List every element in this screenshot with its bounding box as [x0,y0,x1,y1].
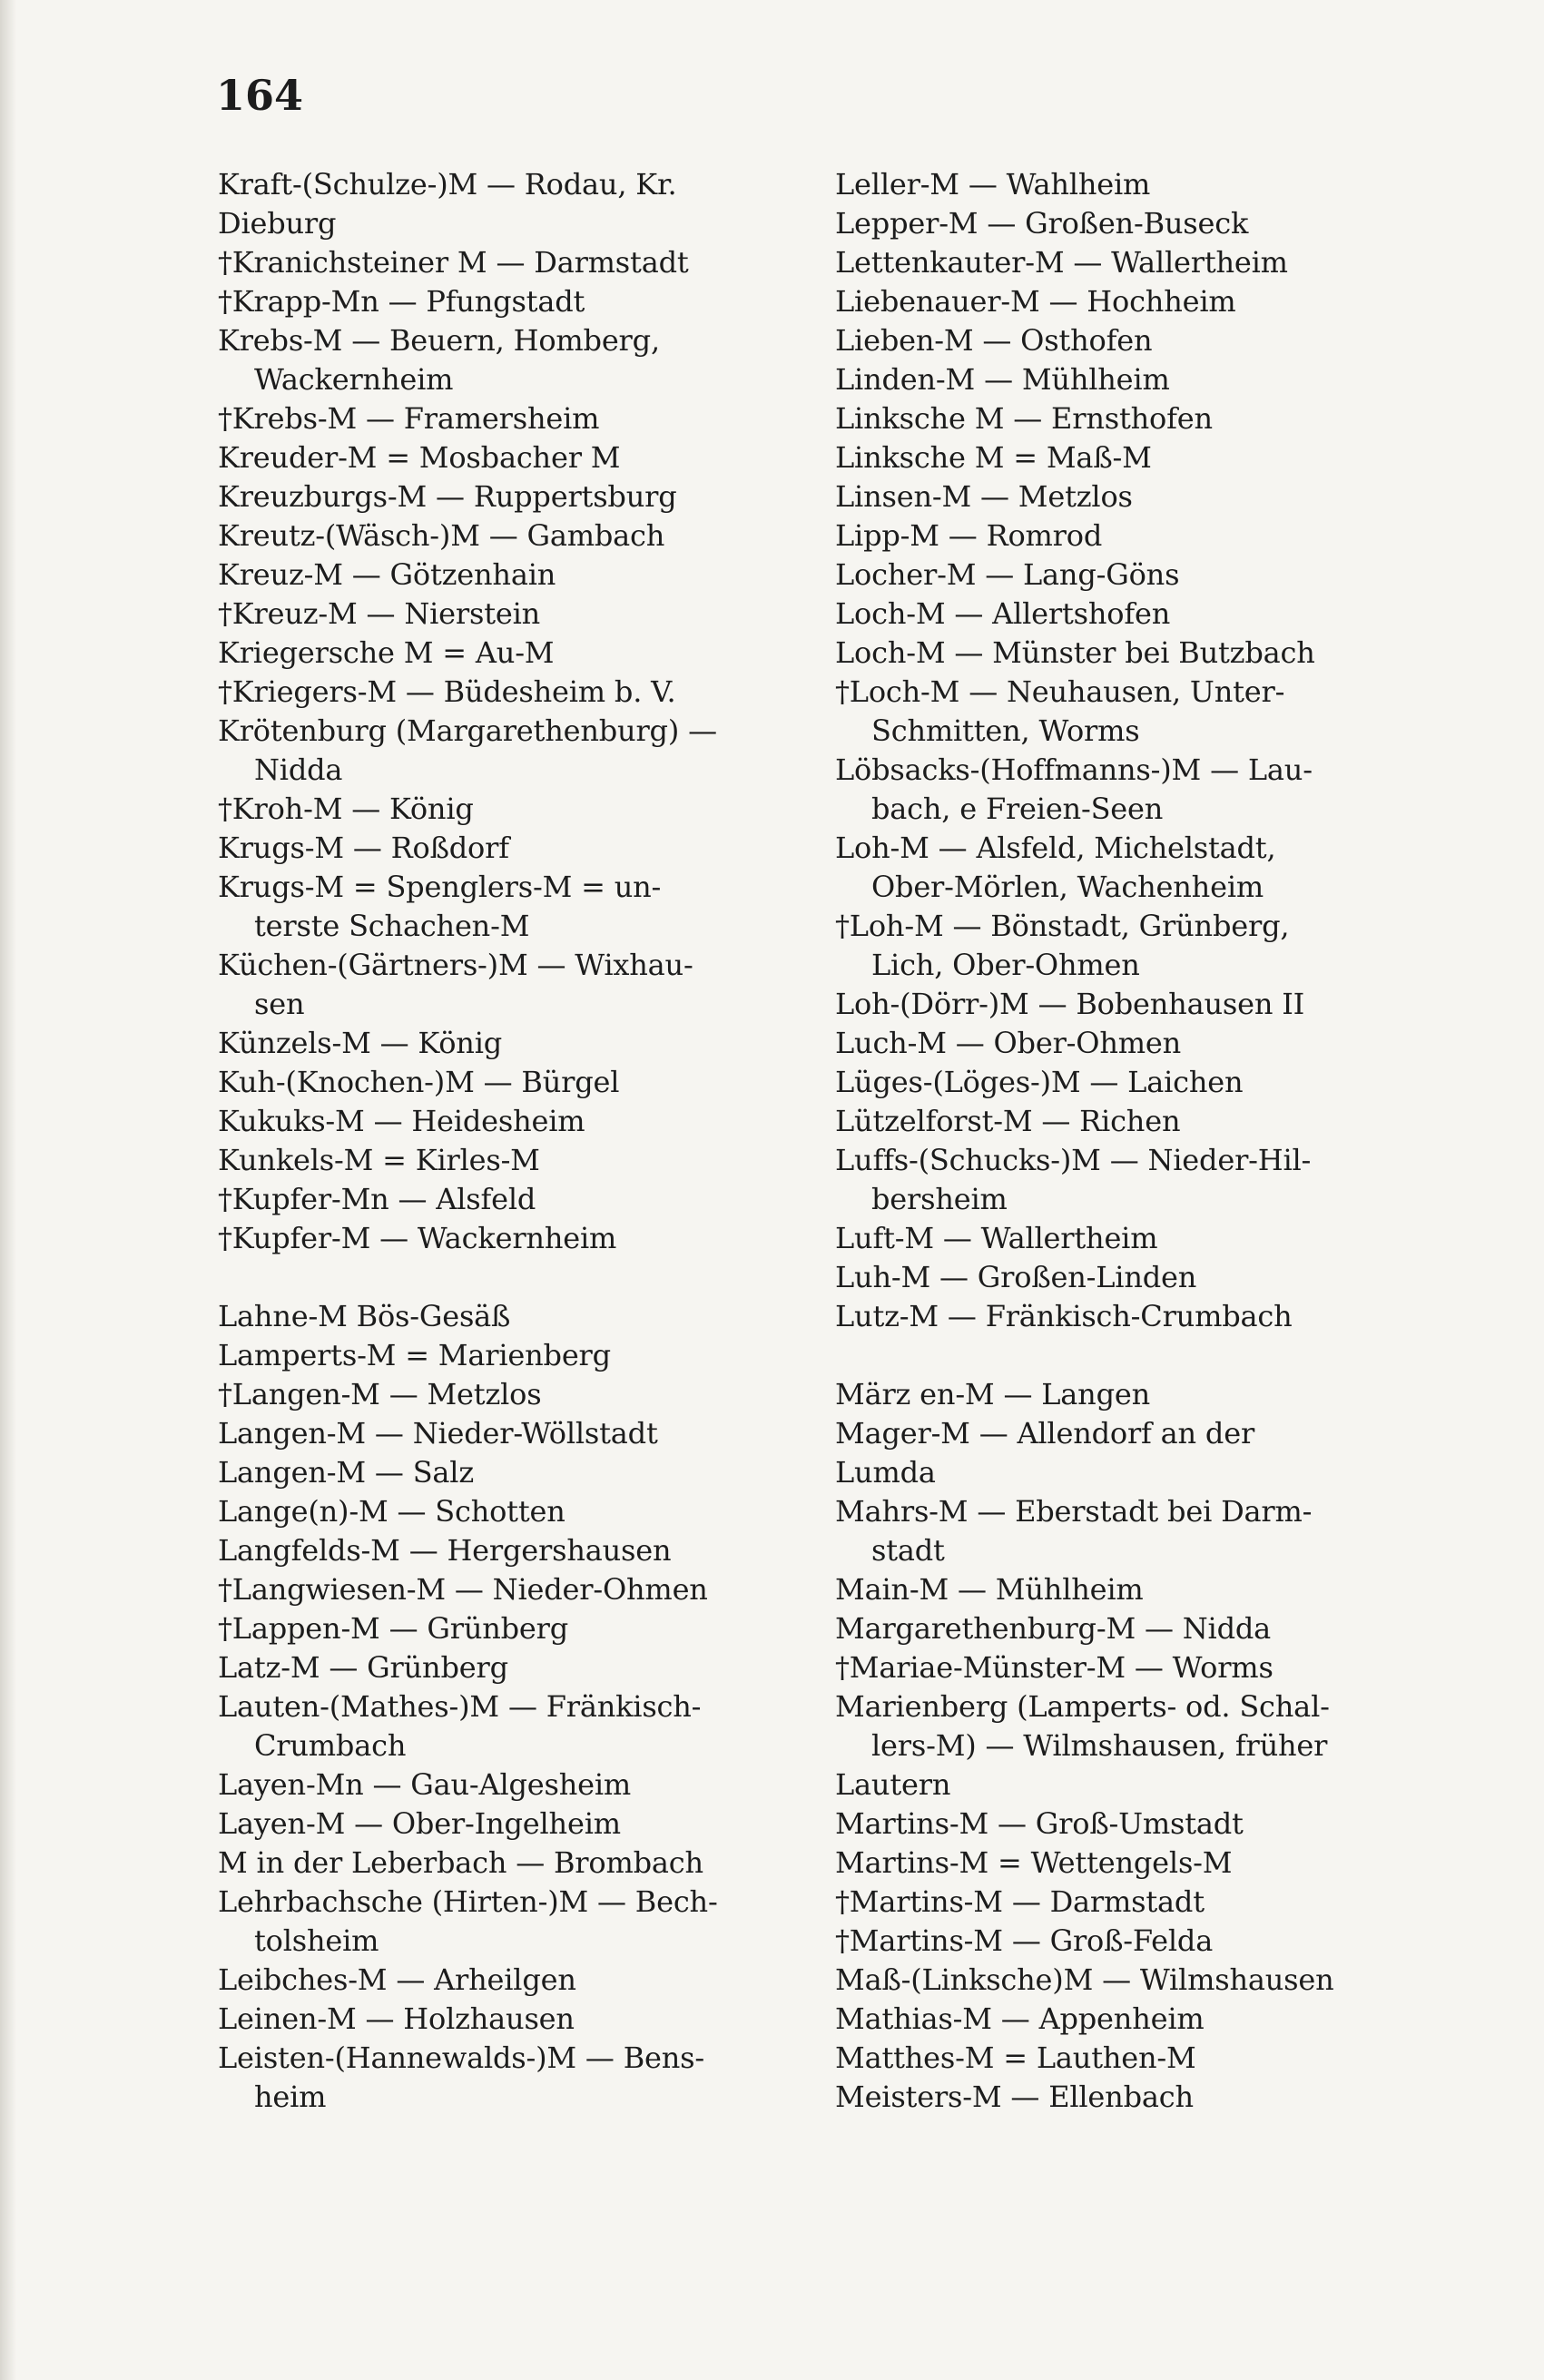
dictionary-line: Luh-M — Großen-Linden [835,1260,1197,1294]
entry-block [835,1375,1398,2117]
dictionary-line: März en-M — Langen [835,1377,1151,1411]
dictionary-line: sen [254,987,305,1021]
dictionary-line: bersheim [871,1182,1008,1216]
dictionary-line: Ober-Mörlen, Wachenheim [871,870,1264,904]
dictionary-line: Krugs-M — Roßdorf [218,831,509,865]
dictionary-line: †Martins-M — Darmstadt [835,1884,1205,1919]
dictionary-line: Kreuzburgs-M — Ruppertsburg [218,479,677,514]
dictionary-line: Langen-M — Salz [218,1455,474,1490]
dictionary-line: Crumbach [254,1728,407,1763]
dictionary-line: Leisten-(Hannewalds-)M — Bens- [218,2041,705,2075]
entry-block [835,165,1398,1336]
dictionary-line: Kukuks-M — Heidesheim [218,1104,585,1138]
dictionary-line: Loch-M — Allertshofen [835,596,1171,631]
dictionary-line: Kraft-(Schulze-)M — Rodau, Kr. [218,167,677,202]
dictionary-line: Langen-M — Nieder-Wöllstadt [218,1416,658,1451]
entry-block [218,1297,781,2117]
dictionary-line: Lieben-M — Osthofen [835,323,1153,358]
dictionary-line: Kuh-(Knochen-)M — Bürgel [218,1065,620,1099]
dictionary-line: Lange(n)-M — Schotten [218,1494,565,1529]
dictionary-line: lers-M) — Wilmshausen, früher [871,1728,1328,1763]
dictionary-line: Lutz-M — Fränkisch-Crumbach [835,1299,1293,1333]
dictionary-line: †Loh-M — Bönstadt, Grünberg, [835,909,1290,943]
dictionary-line: terste Schachen-M [254,909,530,943]
dictionary-line: Luffs-(Schucks-)M — Nieder-Hil- [835,1143,1312,1177]
dictionary-line: Kriegersche M = Au-M [218,635,555,670]
dictionary-line: Kreutz-(Wäsch-)M — Gambach [218,518,665,553]
dictionary-line: †Kroh-M — König [218,792,474,826]
dictionary-line: †Kranichsteiner M — Darmstadt [218,245,689,280]
dictionary-line: Layen-Mn — Gau-Algesheim [218,1767,632,1802]
dictionary-line: †Kupfer-Mn — Alsfeld [218,1182,536,1216]
dictionary-line: Kreuz-M — Götzenhain [218,557,556,592]
dictionary-line: Lich, Ober-Ohmen [871,948,1140,982]
dictionary-line: Krebs-M — Beuern, Homberg, [218,323,660,358]
dictionary-line: Lüges-(Löges-)M — Laichen [835,1065,1244,1099]
dictionary-line: Loch-M — Münster bei Butzbach [835,635,1315,670]
dictionary-line: †Kupfer-M — Wackernheim [218,1221,617,1255]
dictionary-line: Langfelds-M — Hergershausen [218,1533,672,1568]
dictionary-line: Mahrs-M — Eberstadt bei Darm- [835,1494,1313,1529]
dictionary-line: Schmitten, Worms [871,713,1140,748]
dictionary-line: Lauten-(Mathes-)M — Fränkisch- [218,1689,702,1724]
dictionary-line: Lumda [835,1455,936,1490]
dictionary-line: Dieburg [218,206,337,241]
dictionary-line: M in der Leberbach — Brombach [218,1845,703,1880]
dictionary-line: Marienberg (Lamperts- od. Schal- [835,1689,1330,1724]
dictionary-line: Lipp-M — Romrod [835,518,1103,553]
dictionary-line: Luft-M — Wallertheim [835,1221,1158,1255]
dictionary-line: Latz-M — Grünberg [218,1650,508,1685]
dictionary-line: Wackernheim [254,362,454,397]
dictionary-line: †Martins-M — Groß-Felda [835,1923,1214,1958]
dictionary-line: Linsen-M — Metzlos [835,479,1133,514]
right-column [835,165,1398,2117]
page-edge-shadow [0,0,16,2380]
dictionary-line: †Krapp-Mn — Pfungstadt [218,284,585,319]
dictionary-line: Maß-(Linksche)M — Wilmshausen [835,1962,1334,1997]
dictionary-line: Linksche M — Ernsthofen [835,401,1213,436]
page-number: 164 [216,71,304,120]
entry-block [218,165,781,1258]
dictionary-line: Linden-M — Mühlheim [835,362,1170,397]
dictionary-line: Nidda [254,752,343,787]
dictionary-line: †Mariae-Münster-M — Worms [835,1650,1274,1685]
dictionary-line: bach, e Freien-Seen [871,792,1164,826]
dictionary-line: Meisters-M — Ellenbach [835,2080,1194,2114]
dictionary-line: Lahne-M Bös-Gesäß [218,1299,511,1333]
dictionary-line: Krötenburg (Margarethenburg) — [218,713,717,748]
dictionary-line: Küchen-(Gärtners-)M — Wixhau- [218,948,693,982]
dictionary-line: Martins-M — Groß-Umstadt [835,1806,1244,1841]
dictionary-line: Löbsacks-(Hoffmanns-)M — Lau- [835,752,1313,787]
dictionary-line: Kreuder-M = Mosbacher M [218,440,621,475]
dictionary-line: Lehrbachsche (Hirten-)M — Bech- [218,1884,718,1919]
dictionary-line: Lettenkauter-M — Wallertheim [835,245,1288,280]
dictionary-line: Lamperts-M = Marienberg [218,1338,611,1372]
dictionary-line: heim [254,2080,327,2114]
dictionary-line: †Loch-M — Neuhausen, Unter- [835,674,1285,709]
dictionary-line: tolsheim [254,1923,379,1958]
dictionary-line: stadt [871,1533,945,1568]
dictionary-line: Loh-(Dörr-)M — Bobenhausen II [835,987,1305,1021]
dictionary-line: Lepper-M — Großen-Buseck [835,206,1249,241]
left-column [218,165,781,2117]
dictionary-line: Künzels-M — König [218,1026,503,1060]
section-gap [218,1258,781,1297]
dictionary-line: Martins-M = Wettengels-M [835,1845,1233,1880]
dictionary-line: Lautern [835,1767,951,1802]
section-gap [835,1336,1398,1375]
dictionary-line: Luch-M — Ober-Ohmen [835,1026,1182,1060]
dictionary-line: Kunkels-M = Kirles-M [218,1143,540,1177]
dictionary-line: Liebenauer-M — Hochheim [835,284,1236,319]
dictionary-line: Leibches-M — Arheilgen [218,1962,576,1997]
dictionary-line: Leinen-M — Holzhausen [218,2001,575,2036]
dictionary-line: Mager-M — Allendorf an der [835,1416,1255,1451]
dictionary-line: Layen-M — Ober-Ingelheim [218,1806,621,1841]
dictionary-line: †Kreuz-M — Nierstein [218,596,541,631]
dictionary-line: Margarethenburg-M — Nidda [835,1611,1272,1646]
dictionary-line: Matthes-M = Lauthen-M [835,2041,1196,2075]
dictionary-line: Locher-M — Lang-Göns [835,557,1180,592]
dictionary-line: †Langen-M — Metzlos [218,1377,542,1411]
dictionary-line: Main-M — Mühlheim [835,1572,1144,1607]
dictionary-line: †Lappen-M — Grünberg [218,1611,569,1646]
dictionary-line: †Kriegers-M — Büdesheim b. V. [218,674,676,709]
dictionary-line: †Krebs-M — Framersheim [218,401,600,436]
dictionary-line: Loh-M — Alsfeld, Michelstadt, [835,831,1276,865]
dictionary-line: †Langwiesen-M — Nieder-Ohmen [218,1572,708,1607]
dictionary-line: Linksche M = Maß-M [835,440,1152,475]
dictionary-line: Lützelforst-M — Richen [835,1104,1181,1138]
dictionary-line: Mathias-M — Appenheim [835,2001,1205,2036]
dictionary-line: Krugs-M = Spenglers-M = un- [218,870,662,904]
dictionary-line: Leller-M — Wahlheim [835,167,1151,202]
